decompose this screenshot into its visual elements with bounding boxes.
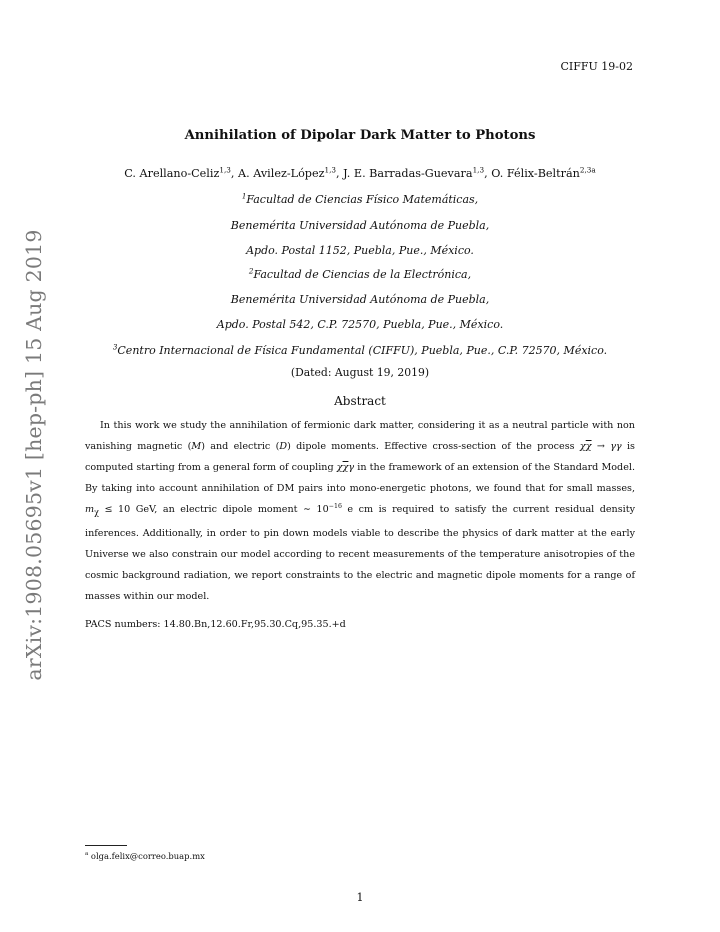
author-list: C. Arellano-Celiz$^{1,3}$, A. Avilez-López$^{1,3}$, J. E. Barradas-Guevara$^{1,3}$, O. Félix-Beltrán$^{2,3a}$ bbox=[124, 165, 596, 180]
footnote-mark: a bbox=[85, 851, 89, 858]
paper-title: Annihilation of Dipolar Dark Matter to Photons bbox=[184, 128, 536, 143]
author-affiliation-mark: 1,3 bbox=[219, 165, 231, 175]
abstract-text: In this work we study the annihilation of fermionic dark matter, considering it as a neutral particle with non vanishing magnetic (M) and electric (D) dipole moments. Effective cross-section of the process $\chi\overline{\chi} \to \gamma\gamma$ is computed starting from a general form of coupling $\chi\overline{\chi}\gamma$ in the framework of an extension of the Standard Model. By taking into account annihilation of DM pairs into mono-energetic photons, we found that for small masses, $m_\chi \le 10$ GeV, an electric dipole moment ∼ $10^{-16}$ e cm is required to satisfy the current residual density inferences. Additionally, in order to pin down models viable to describe the physics of dark matter at the early Universe we also constrain our model according to recent measurements of the temperature anisotropies of the cosmic background radiation, we report constraints to the electric and magnetic dipole moments for a range of masses within our model. bbox=[85, 420, 635, 602]
date-line: (Dated: August 19, 2019) bbox=[290, 366, 430, 379]
abstract-body bbox=[85, 415, 635, 607]
author: A. Avilez-López bbox=[238, 167, 325, 180]
pacs-numbers: PACS numbers: 14.80.Bn,12.60.Fr,95.30.Cq,95.35.+d bbox=[85, 619, 346, 630]
affiliation-line: Benemérita Universidad Autónoma de Puebla, bbox=[230, 293, 490, 306]
report-number: CIFFU 19-02 bbox=[560, 60, 633, 73]
footnote-rule bbox=[85, 845, 127, 846]
affiliation-line: Benemérita Universidad Autónoma de Puebla, bbox=[230, 219, 490, 232]
author: C. Arellano-Celiz bbox=[124, 167, 220, 180]
abstract-heading: Abstract bbox=[334, 394, 386, 408]
footnote-email: olga.felix@correo.buap.mx bbox=[90, 851, 205, 861]
author-affiliation-mark: 1,3 bbox=[472, 165, 485, 175]
affiliation-line: Apdo. Postal 542, C.P. 72570, Puebla, Pue., México. bbox=[216, 318, 504, 331]
author: O. Félix-Beltrán bbox=[491, 167, 580, 180]
affiliation-line: $^3$Centro Internacional de Física Fundamental (CIFFU), Puebla, Pue., C.P. 72570, México. bbox=[112, 342, 608, 357]
author-affiliation-mark: 1,3 bbox=[324, 165, 337, 175]
footnote bbox=[85, 851, 205, 861]
arxiv-id: arXiv:1908.05695v1 [hep-ph] 15 Aug 2019 bbox=[22, 229, 46, 681]
affiliation-line: $^2$Facultad de Ciencias de la Electrónica, bbox=[248, 266, 472, 281]
author-affiliation-mark: 2,3a bbox=[579, 165, 596, 175]
affiliation-line: Apdo. Postal 1152, Puebla, Pue., México. bbox=[246, 244, 474, 257]
page-number: 1 bbox=[356, 891, 364, 904]
affiliation-line: $^1$Facultad de Ciencias Físico Matemáticas, bbox=[241, 191, 479, 206]
author: J. E. Barradas-Guevara bbox=[343, 167, 473, 180]
